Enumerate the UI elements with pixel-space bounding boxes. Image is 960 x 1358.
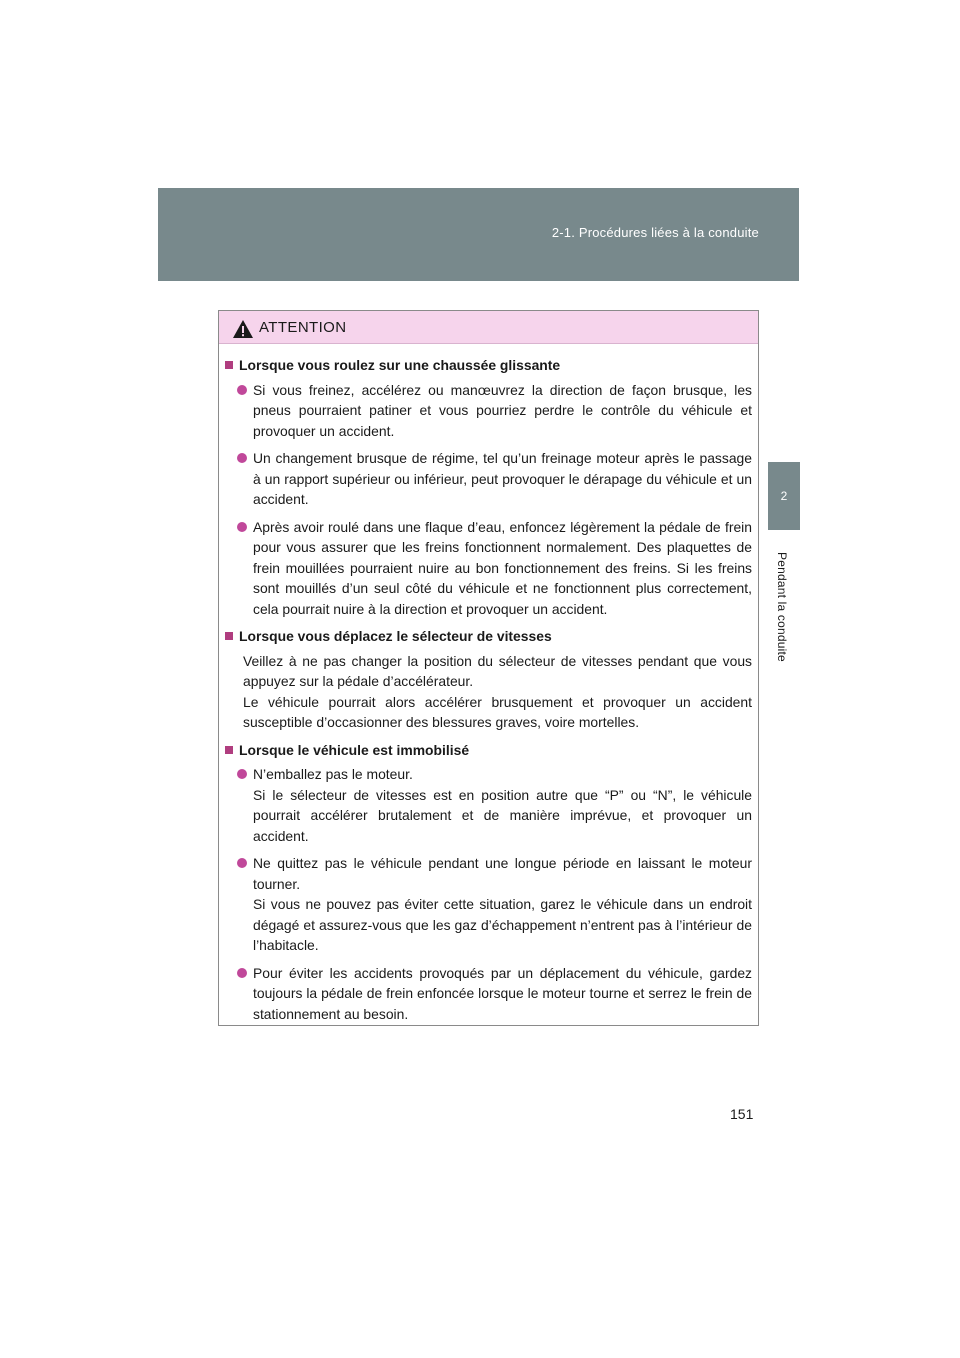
list-item-text: Après avoir roulé dans une flaque d’eau, enfoncez légèrement la pédale de frein pour vous assurer que les freins fonctionnent normalement. Des plaquettes de frein mouillées pourraient nuire au bon fonctionnement des freins. Si les freins sont mouillés d’un seul côté du véhicule et ne fonctionnent plus correctement, cela pourrait nuire à la direction et provoquer un accident. — [253, 518, 752, 617]
warning-box — [218, 310, 759, 1026]
list-item — [237, 963, 752, 1025]
list-item — [237, 764, 752, 846]
list-item — [237, 853, 752, 956]
header-band — [158, 188, 799, 281]
section-heading — [225, 355, 752, 376]
bullet-icon — [237, 522, 247, 532]
list-item — [237, 380, 752, 442]
square-bullet-icon — [225, 361, 233, 369]
bullet-icon — [237, 968, 247, 978]
section-shift-lever — [225, 626, 752, 733]
chapter-label: Pendant la conduite — [775, 552, 789, 662]
list-item — [237, 448, 752, 510]
list-item-line: Pour éviter les accidents provoqués par un déplacement du véhicule, gardez toujours la pédale de frein enfoncée lorsque le moteur tourne et serrez le frein de stationnement au besoin. — [253, 964, 752, 1022]
bullet-icon — [237, 769, 247, 779]
section-heading — [225, 626, 752, 647]
section-title: 2-1. Procédures liées à la conduite — [551, 225, 759, 240]
section-heading-text: Lorsque vous déplacez le sélecteur de vitesses — [239, 628, 552, 644]
paragraph-line: Le véhicule pourrait alors accélérer brusquement et provoquer un accident susceptible d’occasionner des blessures graves, voire mortelles. — [243, 693, 752, 730]
chapter-tab — [768, 462, 800, 530]
list-item-line: N’emballez pas le moteur. — [253, 766, 413, 782]
paragraph-line: Veillez à ne pas changer la position du sélecteur de vitesses pendant que vous appuyez sur la pédale d’accélérateur. — [243, 652, 752, 689]
list-item-line: Si le sélecteur de vitesses est en position autre que “P” ou “N”, le véhicule pourrait accélérer brutalement et de manière imprévue, et provoquer un accident. — [253, 786, 752, 844]
paragraph — [243, 651, 752, 733]
square-bullet-icon — [225, 746, 233, 754]
bullet-icon — [237, 453, 247, 463]
list-item-text — [253, 963, 752, 1025]
section-heading-text: Lorsque vous roulez sur une chaussée glissante — [239, 357, 561, 373]
square-bullet-icon — [225, 632, 233, 640]
list-item-line: Si vous ne pouvez pas éviter cette situation, garez le véhicule dans un endroit dégagé et assurez-vous que les gaz d’échappement n’entrent pas à l’intérieur de l’habitacle. — [253, 896, 752, 953]
warning-triangle-icon — [232, 319, 254, 339]
section-heading-text: Lorsque le véhicule est immobilisé — [239, 741, 470, 758]
page-number: 151 — [730, 1106, 754, 1122]
list-item-line: Ne quittez pas le véhicule pendant une longue période en laissant le moteur tourner. — [253, 855, 752, 892]
warning-title: ATTENTION — [259, 319, 347, 336]
chapter-number: 2 — [780, 489, 788, 503]
section-slippery-road — [225, 355, 752, 619]
list-item-text: Si vous freinez, accélérez ou manœuvrez la direction de façon brusque, les pneus pourraient patiner et vous pourriez perdre le contrôle du véhicule et provoquer un accident. — [253, 381, 752, 439]
warning-header — [219, 311, 758, 344]
bullet-icon — [237, 385, 247, 395]
warning-body — [219, 344, 758, 1024]
list-item — [237, 517, 752, 620]
bullet-icon — [237, 858, 247, 868]
list-item-text — [253, 853, 752, 956]
list-item-text — [253, 764, 752, 846]
section-vehicle-stopped — [225, 740, 752, 1025]
list-item-text: Un changement brusque de régime, tel qu’un freinage moteur après le passage à un rapport supérieur ou inférieur, peut provoquer le dérapage du véhicule et un accident. — [253, 450, 752, 507]
section-heading — [225, 740, 752, 761]
